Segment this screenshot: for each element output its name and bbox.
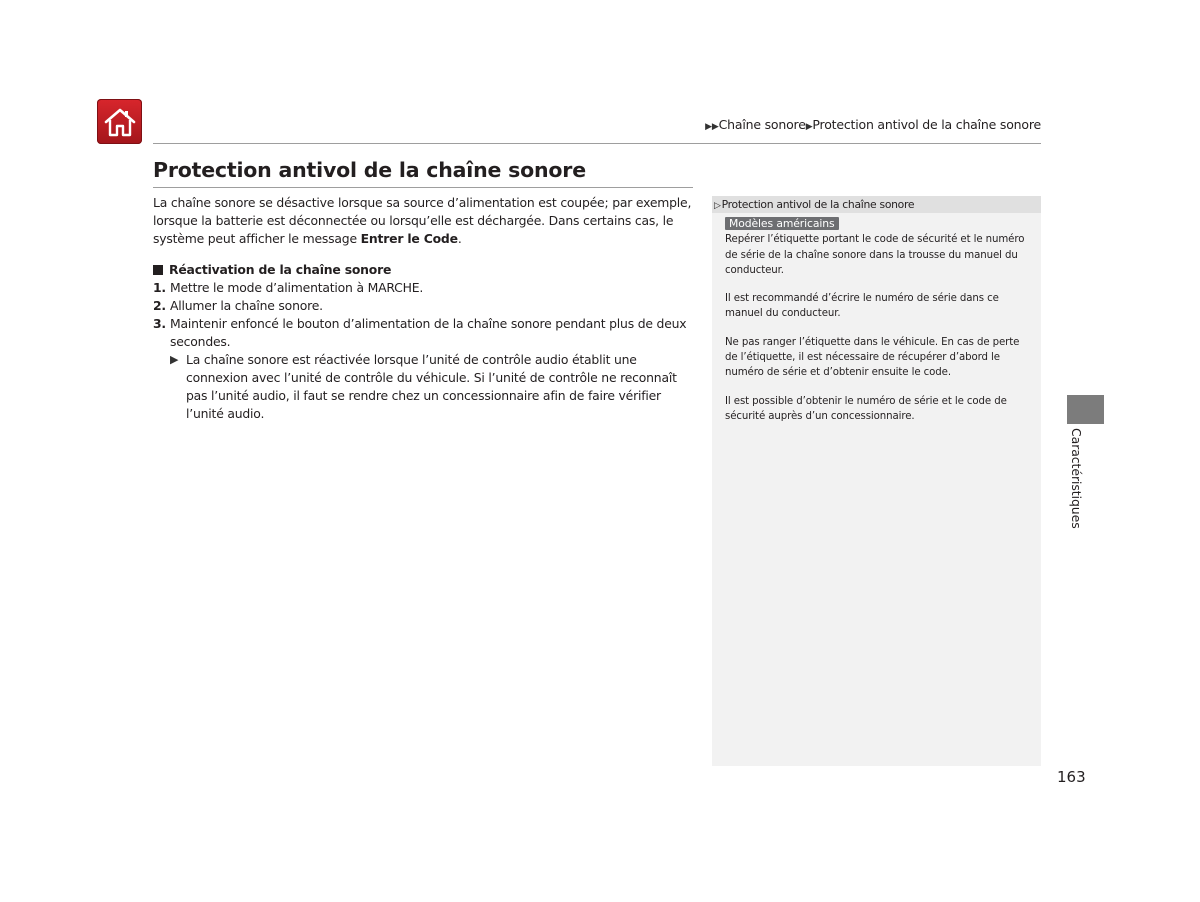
step-result: ▶ La chaîne sonore est réactivée lorsque l’unité de contrôle audio établit une connexion avec l’unité de contrôle du véhicule. Si l’unité de contrôle ne reconnaît pas l’unité audio, il faut se rendre chez un concessionnaire afin de faire vérifier l’unité audio. — [170, 352, 677, 421]
home-icon — [103, 106, 137, 138]
models-badge: Modèles américains — [725, 217, 839, 230]
section-heading: Réactivation de la chaîne sonore — [153, 261, 698, 279]
breadcrumb-item[interactable]: Protection antivol de la chaîne sonore — [812, 117, 1041, 132]
arrow-right-icon: ▶ — [805, 122, 813, 132]
arrow-right-icon: ▶▶ — [705, 122, 719, 132]
sidebar-paragraph: Il est recommandé d’écrire le numéro de série dans ce manuel du conducteur. — [725, 293, 999, 320]
sidebar-paragraph: Il est possible d’obtenir le numéro de série et le code de sécurité auprès d’un concessionnaire. — [725, 395, 1007, 422]
step-item: 1. Mettre le mode d’alimentation à MARCHE. — [153, 280, 424, 295]
header-divider — [153, 143, 1041, 144]
sidebar-note — [712, 196, 1041, 766]
sidebar-title: ▷Protection antivol de la chaîne sonore — [712, 196, 1041, 213]
triangle-right-icon: ▶ — [170, 353, 179, 366]
sidebar-paragraph: Repérer l’étiquette portant le code de sécurité et le numéro de série de la chaîne sonore dans la trousse du manuel du conducteur. — [725, 234, 1025, 276]
message-code: Entrer le Code — [360, 231, 458, 246]
chapter-tab-label[interactable]: Caractéristiques — [1069, 428, 1084, 529]
sidebar-paragraph: Ne pas ranger l’étiquette dans le véhicule. En cas de perte de l’étiquette, il est nécessaire de récupérer d’abord le numéro de série et d’obtenir ensuite le code. — [725, 336, 1020, 379]
steps-list — [153, 279, 698, 423]
chapter-tab[interactable] — [1067, 395, 1104, 424]
main-content — [153, 194, 698, 423]
square-bullet-icon — [153, 265, 163, 275]
title-divider — [153, 187, 693, 188]
breadcrumb-item[interactable]: Chaîne sonore — [718, 117, 806, 132]
intro-paragraph: La chaîne sonore se désactive lorsque sa source d’alimentation est coupée; par exemple, lorsque la batterie est déconnectée ou lorsqu’elle est déchargée. Dans certains cas, le système peut afficher le message Entrer le Code. — [153, 195, 692, 246]
step-item: 3. Maintenir enfoncé le bouton d’alimentation de la chaîne sonore pendant plus de deux secondes. ▶ La chaîne sonore est réactivée lorsque l’unité de contrôle audio établit une connexion avec l’unité de contrôle du véhicule. Si l’unité de contrôle ne reconnaît pas l’unité audio, il faut se rendre chez un concessionnaire afin de faire vérifier l’unité audio. — [153, 315, 698, 423]
page-number: 163 — [1057, 768, 1086, 786]
page-title: Protection antivol de la chaîne sonore — [153, 158, 586, 182]
step-item: 2. Allumer la chaîne sonore. — [153, 298, 323, 313]
reference-icon: ▷ — [714, 201, 721, 211]
breadcrumb — [705, 117, 1041, 132]
home-button[interactable] — [97, 99, 142, 144]
